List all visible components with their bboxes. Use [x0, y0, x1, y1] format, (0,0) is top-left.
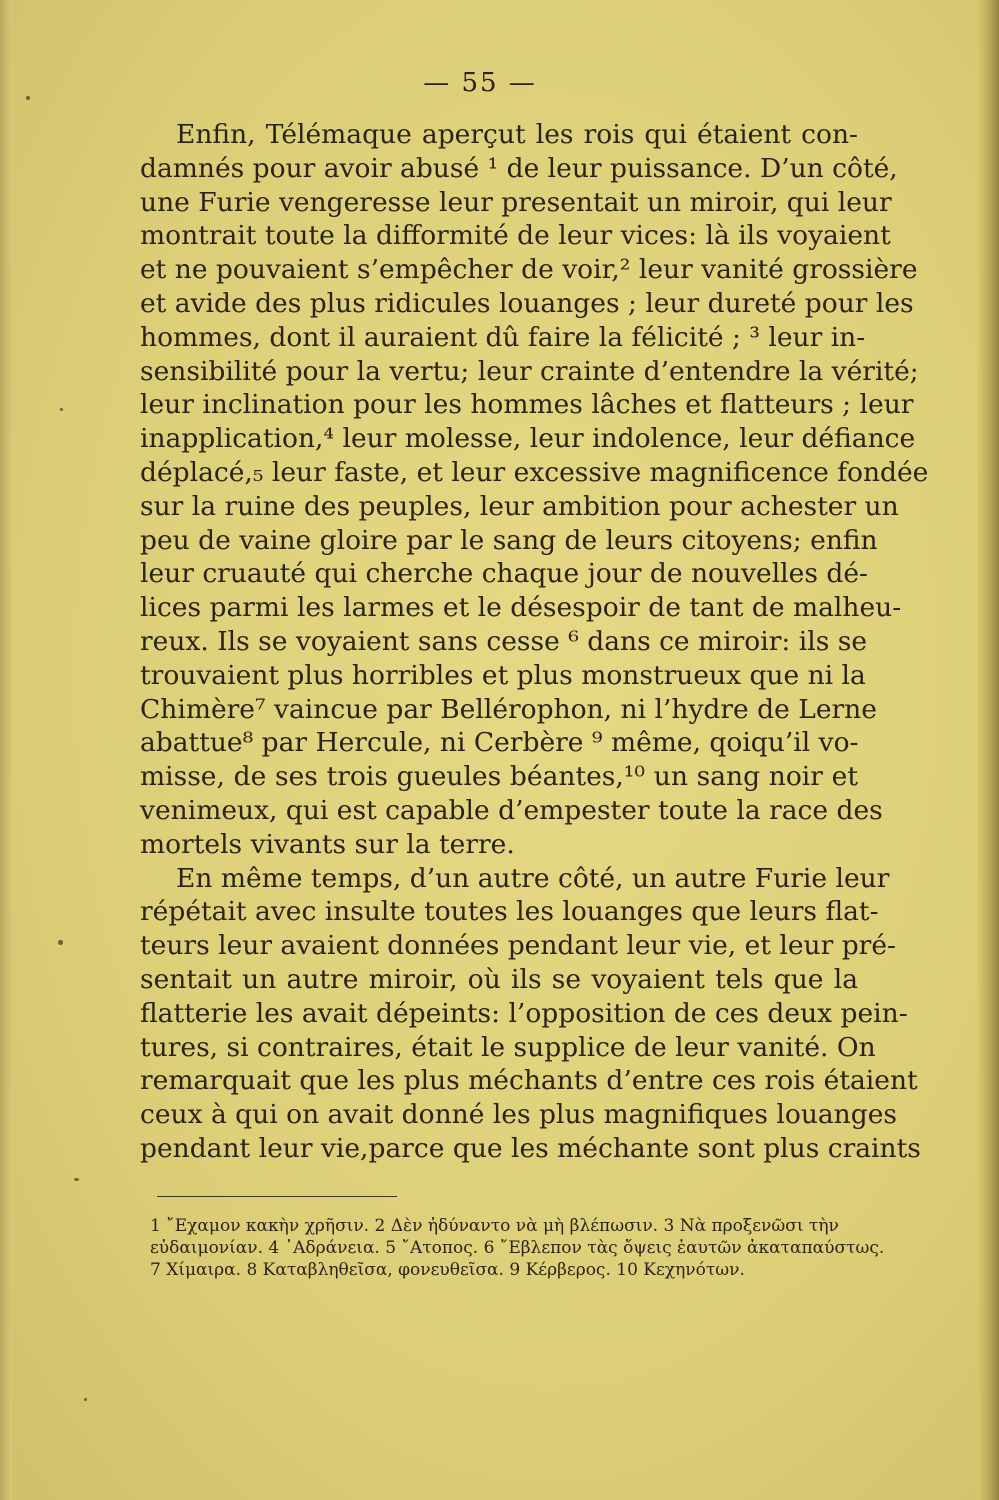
- text-line: une Furie vengeresse leur presentait un miroir, qui leur: [140, 186, 892, 218]
- text-line: flatterie les avait dépeints: l’opposition de ces deux pein-: [140, 997, 908, 1029]
- footnote-line: 1 ῎Εχαμον κακὴν χρῆσιν. 2 Δὲν ἠδύναντο νὰ μὴ βλέπωσιν. 3 Νὰ προξενῶσι τὴν: [150, 1216, 839, 1236]
- text-line: hommes, dont il auraient dû faire la félicité ; ³ leur in-: [140, 321, 866, 353]
- paper-speck: [74, 1178, 79, 1181]
- text-line: mortels vivants sur la terre.: [140, 828, 515, 860]
- text-line: En même temps, d’un autre côté, un autre Furie leur: [176, 862, 890, 894]
- text-line: sentait un autre miroir, où ils se voyaient tels que la: [140, 963, 858, 995]
- page-number: — 55 —: [423, 68, 537, 98]
- paragraph-2: [140, 862, 921, 1166]
- paper-speck: [60, 408, 63, 411]
- text-line: abattue⁸ par Hercule, ni Cerbère ⁹ même, qoiqu’il vo-: [140, 727, 859, 759]
- text-line: teurs leur avaient données pendant leur vie, et leur pré-: [140, 930, 896, 962]
- text-line: tures, si contraires, était le supplice de leur vanité. On: [140, 1031, 876, 1063]
- footnote-divider: [157, 1196, 397, 1197]
- paper-speck: [58, 940, 63, 945]
- text-line: misse, de ses trois gueules béantes,¹⁰ un sang noir et: [140, 761, 858, 793]
- footnote-line: εὐδαιμονίαν. 4 ᾿Αδράνεια. 5 ῎Ατοπος. 6 ῎Εβλεπον τὰς ὄψεις ἑαυτῶν ἀκαταπαύστως.: [150, 1238, 885, 1258]
- text-line: et ne pouvaient s’empêcher de voir,² leur vanité grossière: [140, 254, 918, 286]
- text-line: inapplication,⁴ leur molesse, leur indolence, leur défiance: [140, 423, 916, 455]
- text-line: pendant leur vie,parce que les méchante sont plus craints: [140, 1132, 921, 1164]
- text-line: sensibilité pour la vertu; leur crainte d’entendre la vérité;: [140, 355, 919, 387]
- text-line: lices parmi les larmes et le désespoir de tant de malheu-: [140, 592, 902, 624]
- footnote-line: 7 Χίμαιρα. 8 Καταβληθεῖσα, φονευθεῖσα. 9 Κέρβερος. 10 Κεχηνότων.: [150, 1260, 745, 1280]
- text-line: leur inclination pour les hommes lâches et flatteurs ; leur: [140, 389, 914, 421]
- page-gutter-shadow: [0, 0, 12, 1500]
- text-line: remarquait que les plus méchants d’entre ces rois étaient: [140, 1065, 918, 1097]
- text-line: Chimère⁷ vaincue par Bellérophon, ni l’hydre de Lerne: [140, 693, 877, 725]
- text-line: ceux à qui on avait donné les plus magnifiques louanges: [140, 1099, 897, 1131]
- body-text: [140, 118, 929, 1166]
- text-line: reux. Ils se voyaient sans cesse ⁶ dans ce miroir: ils se: [140, 625, 868, 657]
- text-line: répétait avec insulte toutes les louanges que leurs flat-: [140, 896, 879, 928]
- text-line: Enfin, Télémaque aperçut les rois qui étaient con-: [176, 119, 858, 150]
- text-line: sur la ruine des peuples, leur ambition pour achester un: [140, 490, 899, 522]
- footnotes: [150, 1215, 885, 1281]
- text-line: trouvaient plus horribles et plus monstrueux que ni la: [140, 659, 866, 691]
- page-edge-shadow: [977, 0, 999, 1500]
- text-line: damnés pour avoir abusé ¹ de leur puissance. D’un côté,: [140, 152, 898, 184]
- text-line: montrait toute la difformité de leur vices: là ils voyaient: [140, 220, 891, 252]
- text-line: déplacé,₅ leur faste, et leur excessive magnificence fondée: [140, 456, 929, 488]
- text-line: et avide des plus ridicules louanges ; leur dureté pour les: [140, 287, 914, 319]
- paragraph-1: [140, 118, 929, 862]
- text-line: peu de vaine gloire par le sang de leurs citoyens; enfin: [140, 524, 878, 556]
- paper-speck: [84, 1398, 87, 1401]
- text-line: leur cruauté qui cherche chaque jour de nouvelles dé-: [140, 558, 868, 590]
- text-line: venimeux, qui est capable d’empester toute la race des: [140, 794, 883, 826]
